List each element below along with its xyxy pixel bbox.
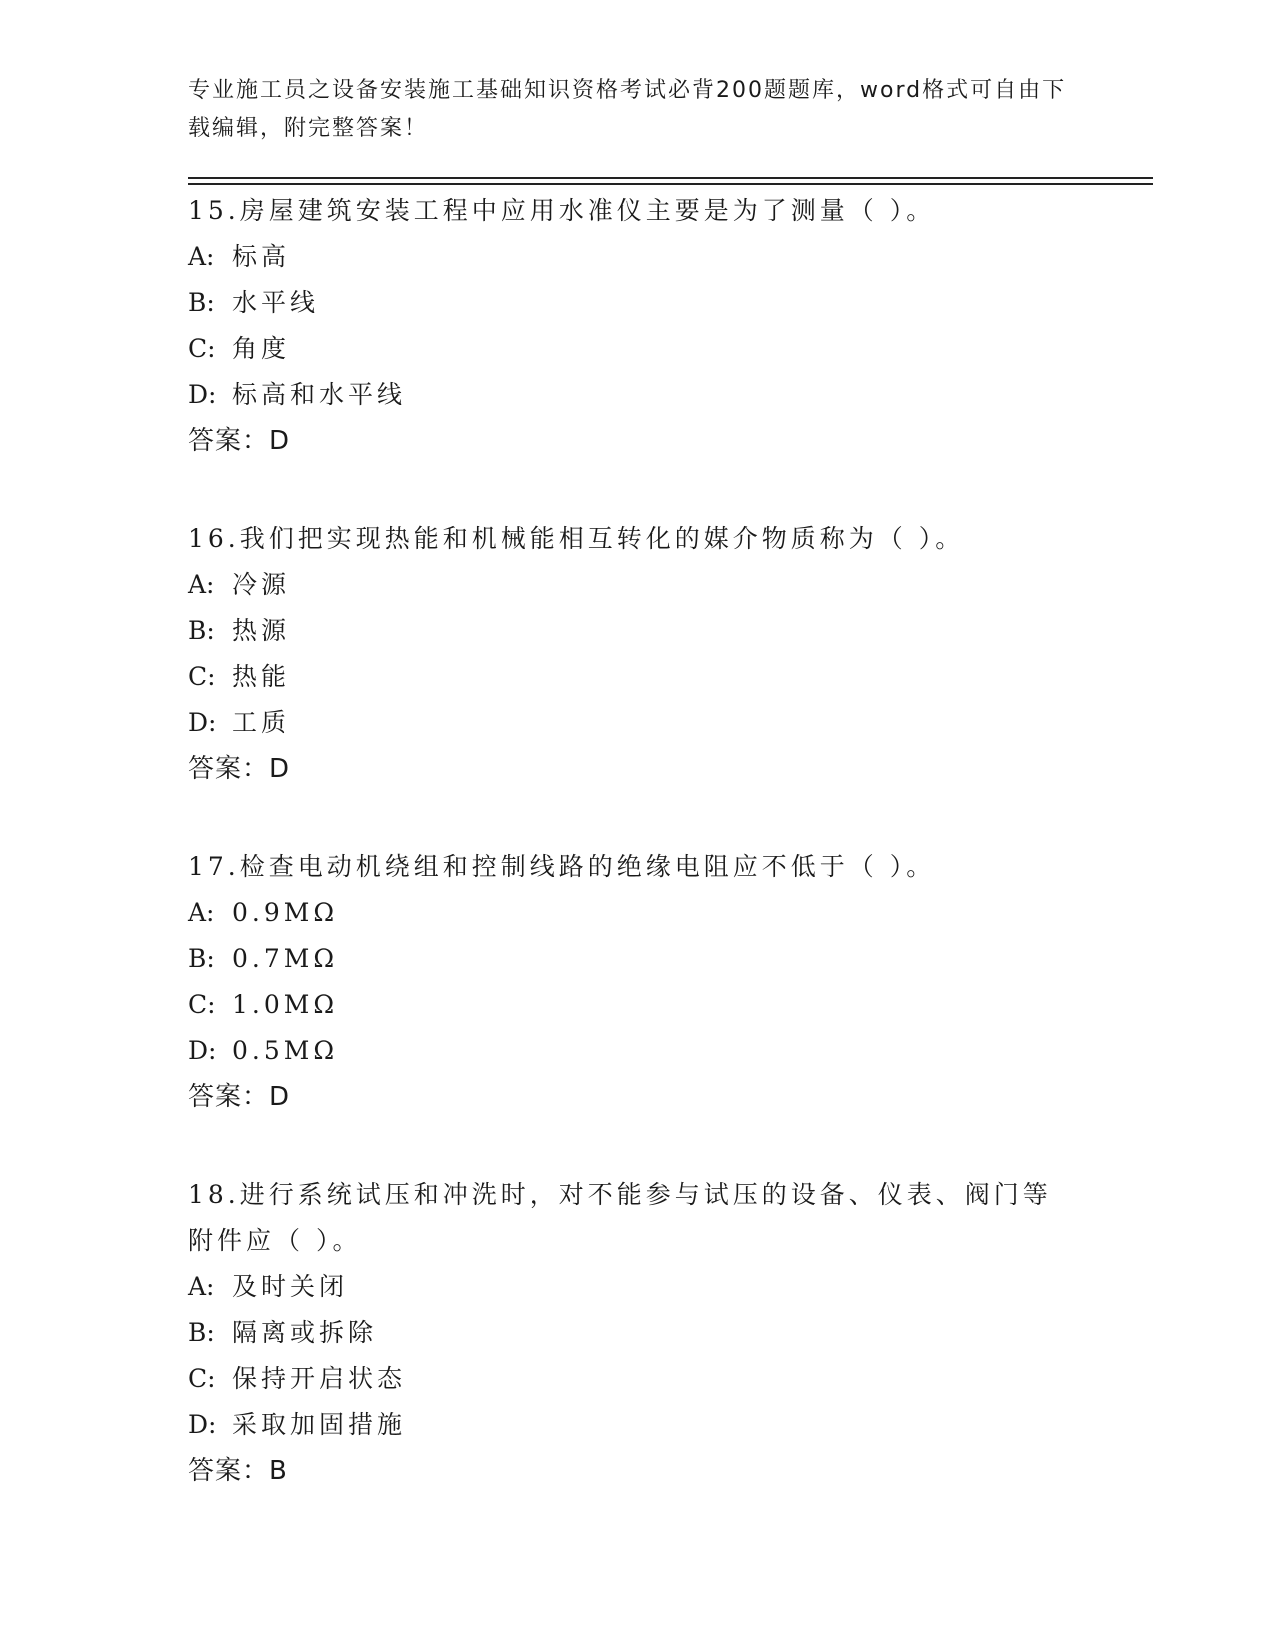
option-a xyxy=(188,1264,1088,1310)
option-letter: A: xyxy=(188,1272,215,1301)
option-letter: A: xyxy=(188,898,215,927)
option-b xyxy=(188,608,1088,654)
option-text: 角度 xyxy=(232,334,291,363)
option-b xyxy=(188,280,1088,326)
option-text: 标高和水平线 xyxy=(232,380,407,409)
option-text: 工质 xyxy=(232,708,291,737)
option-letter: B: xyxy=(188,944,215,973)
option-letter: C: xyxy=(188,1364,216,1393)
option-letter: A: xyxy=(188,242,215,271)
question-18 xyxy=(188,1172,1088,1494)
option-a xyxy=(188,890,1088,936)
answer-line: 答案：B xyxy=(188,1456,288,1486)
question-17 xyxy=(188,844,1088,1120)
question-15 xyxy=(188,188,1088,464)
option-text: 冷源 xyxy=(232,570,291,599)
answer-line: 答案：D xyxy=(188,426,291,456)
answer-line: 答案：D xyxy=(188,754,291,784)
option-text: 0.5MΩ xyxy=(232,1036,339,1065)
option-d xyxy=(188,700,1088,746)
option-a xyxy=(188,234,1088,280)
option-letter: D: xyxy=(188,380,217,409)
question-16 xyxy=(188,516,1088,792)
document-header: 专业施工员之设备安装施工基础知识资格考试必背200题题库，word格式可自由下载编辑，附完整答案！ xyxy=(188,78,1067,141)
question-list xyxy=(188,188,1088,1546)
option-text: 及时关闭 xyxy=(232,1272,349,1301)
header-divider-bottom xyxy=(188,183,1153,185)
option-text: 采取加固措施 xyxy=(232,1410,407,1439)
option-c xyxy=(188,326,1088,372)
option-text: 热能 xyxy=(232,662,291,691)
answer-line: 答案：D xyxy=(188,1082,291,1112)
option-letter: B: xyxy=(188,1318,215,1347)
option-a xyxy=(188,562,1088,608)
option-b xyxy=(188,936,1088,982)
option-text: 1.0MΩ xyxy=(232,990,339,1019)
question-stem: 17.检查电动机绕组和控制线路的绝缘电阻应不低于（ ）。 xyxy=(188,852,936,881)
option-text: 0.7MΩ xyxy=(232,944,339,973)
option-d xyxy=(188,372,1088,418)
option-letter: D: xyxy=(188,1036,217,1065)
option-letter: C: xyxy=(188,334,216,363)
option-text: 隔离或拆除 xyxy=(232,1318,378,1347)
option-letter: C: xyxy=(188,990,216,1019)
option-text: 0.9MΩ xyxy=(232,898,339,927)
option-text: 标高 xyxy=(232,242,291,271)
option-letter: D: xyxy=(188,708,217,737)
option-d xyxy=(188,1402,1088,1448)
option-letter: D: xyxy=(188,1410,217,1439)
option-letter: A: xyxy=(188,570,215,599)
header-divider-top xyxy=(188,177,1153,179)
option-text: 水平线 xyxy=(232,288,320,317)
option-letter: B: xyxy=(188,616,215,645)
question-stem: 18.进行系统试压和冲洗时，对不能参与试压的设备、仪表、阀门等附件应（ ）。 xyxy=(188,1180,1052,1255)
option-letter: B: xyxy=(188,288,215,317)
option-c xyxy=(188,654,1088,700)
option-b xyxy=(188,1310,1088,1356)
option-d xyxy=(188,1028,1088,1074)
question-stem: 16.我们把实现热能和机械能相互转化的媒介物质称为（ ）。 xyxy=(188,524,965,553)
option-c xyxy=(188,1356,1088,1402)
option-c xyxy=(188,982,1088,1028)
option-text: 保持开启状态 xyxy=(232,1364,407,1393)
question-stem: 15.房屋建筑安装工程中应用水准仪主要是为了测量（ ）。 xyxy=(188,196,936,225)
option-text: 热源 xyxy=(232,616,291,645)
option-letter: C: xyxy=(188,662,216,691)
